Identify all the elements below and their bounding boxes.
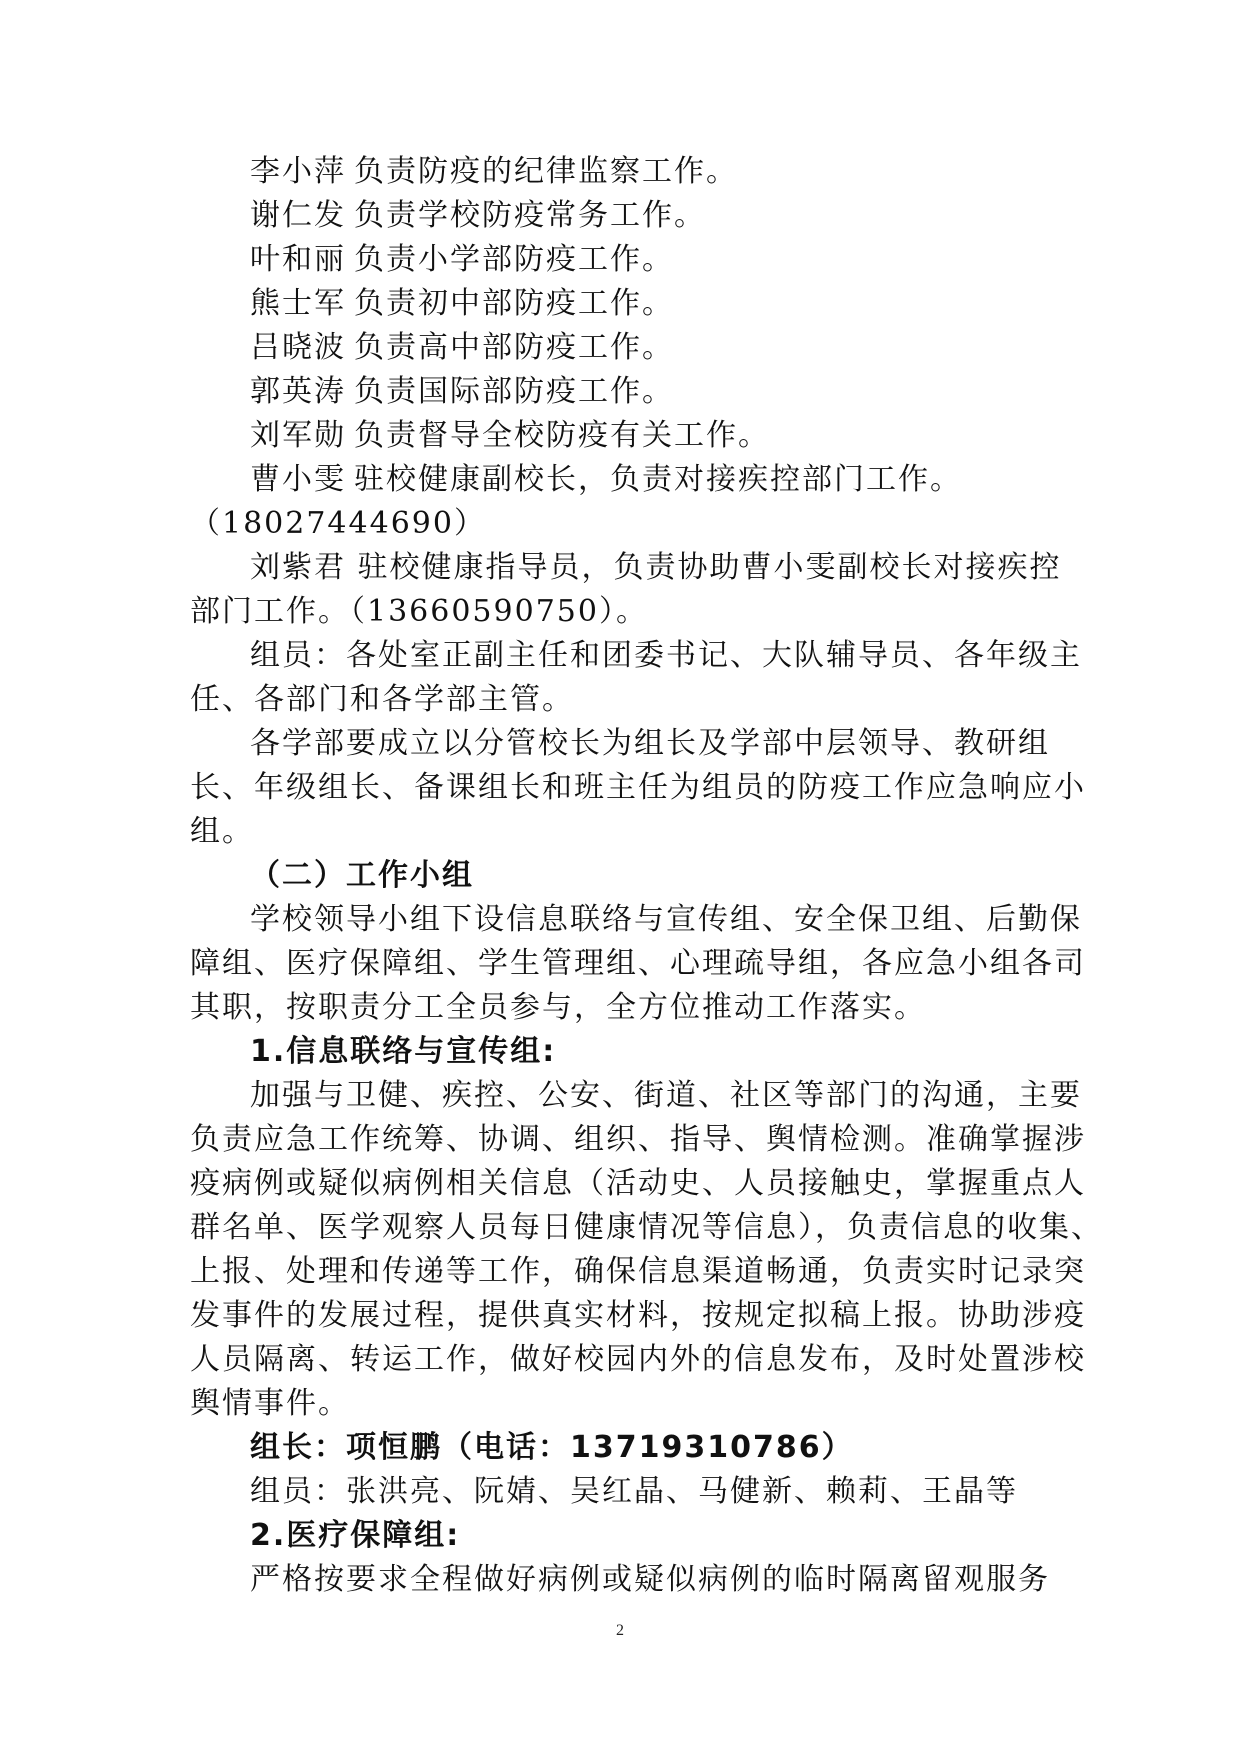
- duty-line-6: [190, 370, 1052, 414]
- paragraph-line: 长、年级组长、备课组长和班主任为组员的防疫工作应急响应小: [190, 770, 1086, 805]
- group-heading: 2.医疗保障组:: [250, 1518, 461, 1553]
- paragraph-line: 舆情事件。: [190, 1386, 350, 1421]
- person-name: 叶和丽: [250, 242, 346, 277]
- person-duty: 负责国际部防疫工作。: [354, 374, 674, 409]
- paragraph-line: 群名单、医学观察人员每日健康情况等信息），负责信息的收集、: [190, 1210, 1103, 1245]
- paragraph-line: 组。: [190, 814, 254, 849]
- section-heading: （二）工作小组: [250, 858, 474, 893]
- paragraph-line: 组员：各处室正副主任和团委书记、大队辅导员、各年级主: [250, 638, 1082, 673]
- duty-line-5: [190, 326, 1052, 370]
- paragraph-line: 障组、医疗保障组、学生管理组、心理疏导组，各应急小组各司: [190, 946, 1086, 981]
- duty-line-2: [190, 194, 1052, 238]
- duty-line-4: [190, 282, 1052, 326]
- person-name: 熊士军: [250, 286, 346, 321]
- person-duty: 负责学校防疫常务工作。: [354, 198, 706, 233]
- person-duty: 负责防疫的纪律监察工作。: [354, 154, 738, 189]
- person-duty: 负责初中部防疫工作。: [354, 286, 674, 321]
- duty-line-1: [190, 150, 1052, 194]
- paragraph-line: 疫病例或疑似病例相关信息（活动史、人员接触史，掌握重点人: [190, 1166, 1086, 1201]
- paragraph-line: 负责应急工作统筹、协调、组织、指导、舆情检测。准确掌握涉: [190, 1122, 1086, 1157]
- paragraph-line: 部门工作。（13660590750）。: [190, 594, 648, 629]
- paragraph-line: 刘紫君 驻校健康指导员，负责协助曹小雯副校长对接疾控: [250, 550, 1062, 585]
- person-duty: 负责小学部防疫工作。: [354, 242, 674, 277]
- person-name: 郭英涛: [250, 374, 346, 409]
- paragraph-line: 任、各部门和各学部主管。: [190, 682, 574, 717]
- person-name: 谢仁发: [250, 198, 346, 233]
- duty-line-3: [190, 238, 1052, 282]
- paragraph-line: 上报、处理和传递等工作，确保信息渠道畅通，负责实时记录突: [190, 1254, 1086, 1289]
- paragraph-line: 加强与卫健、疾控、公安、街道、社区等部门的沟通，主要: [250, 1078, 1082, 1113]
- duty-line-8: [190, 458, 1052, 502]
- person-name: 李小萍: [250, 154, 346, 189]
- group-heading: 1.信息联络与宣传组:: [250, 1034, 557, 1069]
- person-duty: 负责督导全校防疫有关工作。: [354, 418, 770, 453]
- paragraph-line: 各学部要成立以分管校长为组长及学部中层领导、教研组: [250, 726, 1050, 761]
- page-number: 2: [616, 1622, 624, 1639]
- paragraph-line: 严格按要求全程做好病例或疑似病例的临时隔离留观服务: [250, 1562, 1050, 1597]
- paragraph-line: 发事件的发展过程，提供真实材料，按规定拟稿上报。协助涉疫: [190, 1298, 1086, 1333]
- person-name: 吕晓波: [250, 330, 346, 365]
- paragraph-line: 其职，按职责分工全员参与，全方位推动工作落实。: [190, 990, 926, 1025]
- group-members: 组员：张洪亮、阮婧、吴红晶、马健新、赖莉、王晶等: [250, 1474, 1018, 1509]
- person-name: 刘军勋: [250, 418, 346, 453]
- person-name: 曹小雯: [250, 462, 346, 497]
- person-duty: 驻校健康副校长，负责对接疾控部门工作。: [354, 462, 962, 497]
- paragraph-line: 人员隔离、转运工作，做好校园内外的信息发布，及时处置涉校: [190, 1342, 1086, 1377]
- group-leader: 组长：项恒鹏（电话：13719310786）: [250, 1430, 854, 1465]
- duty-line-7: [190, 414, 1052, 458]
- phone-number: （18027444690）: [190, 506, 486, 541]
- person-duty: 负责高中部防疫工作。: [354, 330, 674, 365]
- paragraph-line: 学校领导小组下设信息联络与宣传组、安全保卫组、后勤保: [250, 902, 1082, 937]
- document-body: [190, 150, 1103, 1602]
